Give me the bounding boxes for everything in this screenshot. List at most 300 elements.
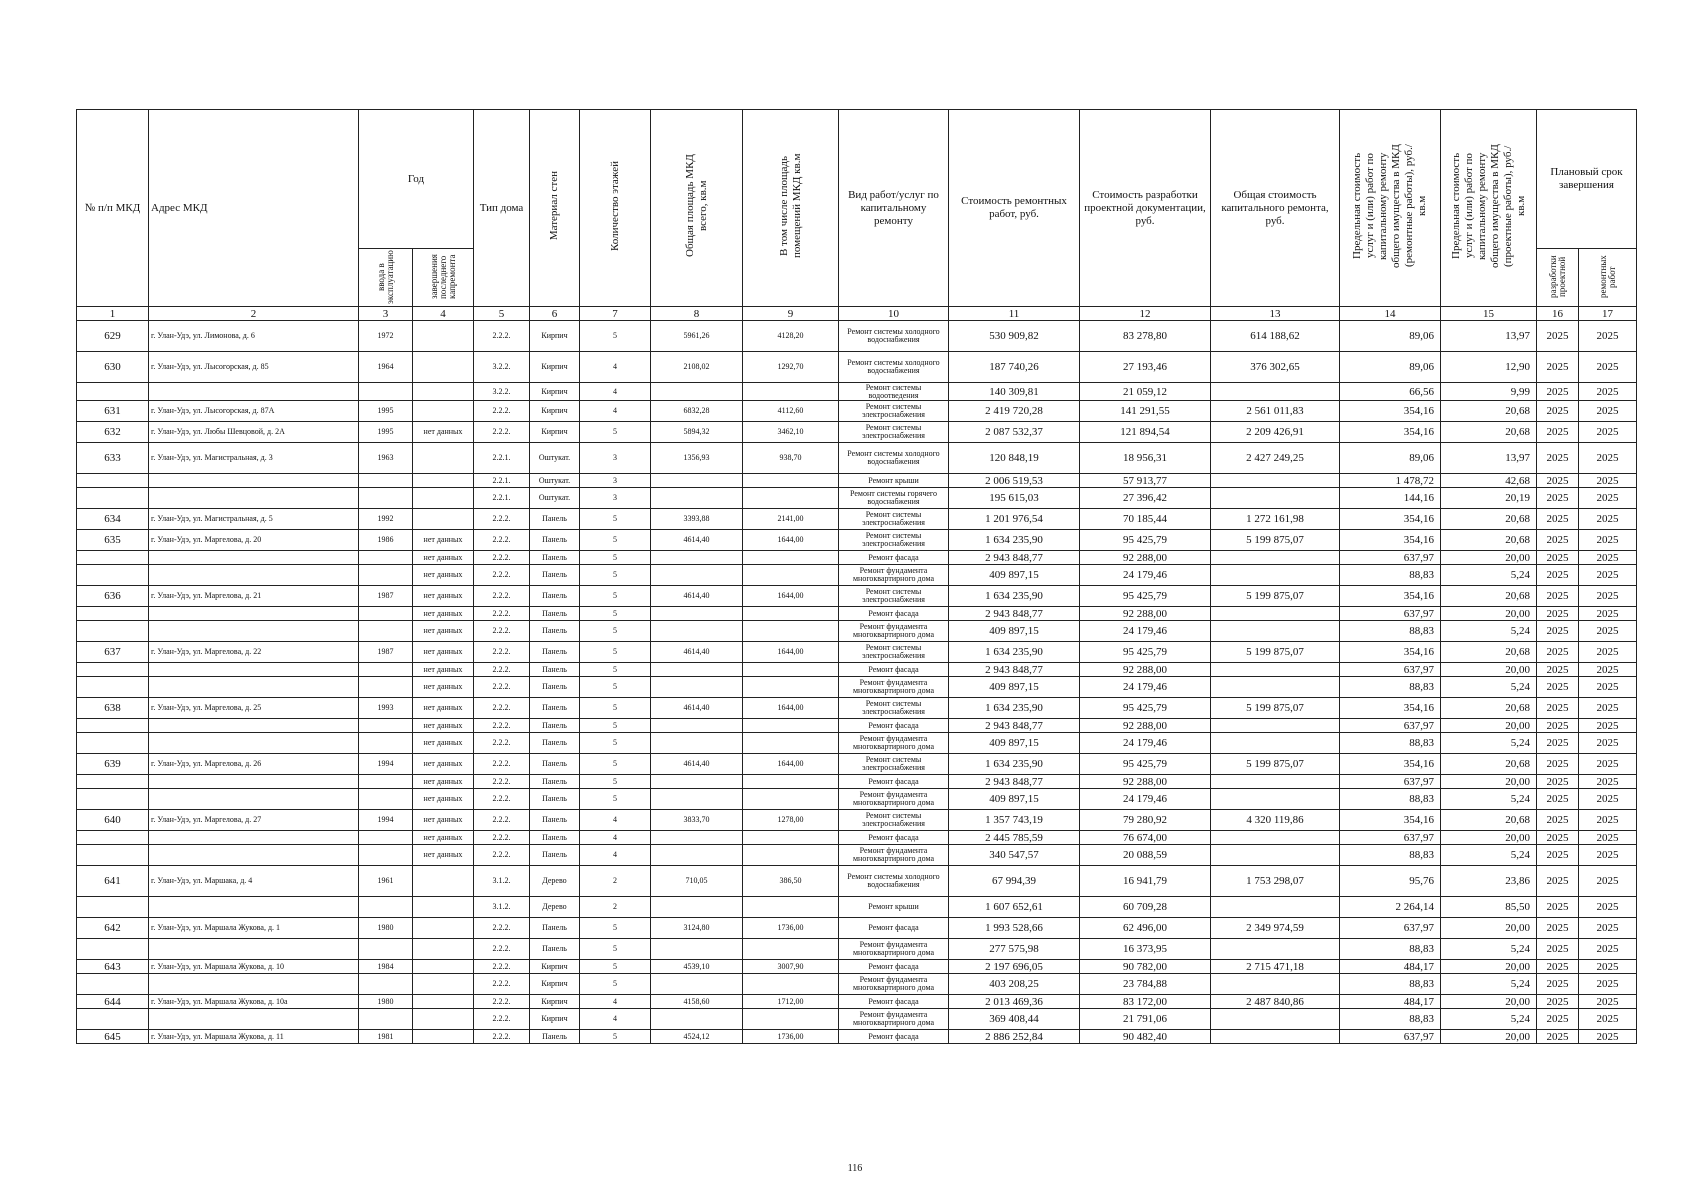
column-number: 11 (949, 307, 1080, 321)
header-number: № п/п МКД (77, 110, 149, 307)
premises-area-cell (743, 845, 839, 866)
repair-cost-cell: 120 848,19 (949, 443, 1080, 474)
premises-area-cell: 4112,60 (743, 401, 839, 422)
year-last-repair-cell: нет данных (413, 663, 474, 677)
repair-cost-cell: 277 575,98 (949, 939, 1080, 960)
limit-cost-design-cell: 20,68 (1441, 642, 1537, 663)
house-type-cell: 2.2.1. (474, 474, 530, 488)
term-repair-cell: 2025 (1579, 422, 1637, 443)
floors-cell: 5 (580, 530, 651, 551)
year-commissioning-cell (359, 551, 413, 565)
wall-material-cell: Кирпич (530, 960, 580, 974)
house-type-cell: 2.2.2. (474, 642, 530, 663)
address-cell: г. Улан-Удэ, ул. Маргелова, д. 26 (149, 754, 359, 775)
limit-cost-design-cell: 20,00 (1441, 960, 1537, 974)
limit-cost-design-cell: 20,68 (1441, 698, 1537, 719)
address-cell: г. Улан-Удэ, ул. Магистральная, д. 3 (149, 443, 359, 474)
term-design-cell: 2025 (1537, 1009, 1579, 1030)
row-number: 645 (77, 1030, 149, 1044)
term-design-cell: 2025 (1537, 565, 1579, 586)
year-last-repair-cell (413, 474, 474, 488)
total-cost-cell (1211, 474, 1340, 488)
wall-material-cell: Панель (530, 509, 580, 530)
total-cost-cell: 5 199 875,07 (1211, 586, 1340, 607)
row-number (77, 551, 149, 565)
year-commissioning-cell (359, 789, 413, 810)
term-repair-cell: 2025 (1579, 974, 1637, 995)
limit-cost-design-cell: 5,24 (1441, 974, 1537, 995)
year-last-repair-cell: нет данных (413, 810, 474, 831)
table-row (77, 866, 1637, 897)
term-design-cell: 2025 (1537, 995, 1579, 1009)
row-number: 634 (77, 509, 149, 530)
design-cost-cell: 70 185,44 (1080, 509, 1211, 530)
row-number (77, 474, 149, 488)
term-repair-cell: 2025 (1579, 530, 1637, 551)
limit-cost-design-cell: 20,68 (1441, 810, 1537, 831)
term-design-cell: 2025 (1537, 775, 1579, 789)
term-repair-cell: 2025 (1579, 677, 1637, 698)
premises-area-cell: 1644,00 (743, 530, 839, 551)
work-type-cell: Ремонт фундамента многоквартирного дома (839, 621, 949, 642)
limit-cost-design-cell: 20,00 (1441, 775, 1537, 789)
repair-cost-cell: 140 309,81 (949, 383, 1080, 401)
house-type-cell: 2.2.2. (474, 509, 530, 530)
column-number: 10 (839, 307, 949, 321)
work-type-cell: Ремонт системы электроснабжения (839, 586, 949, 607)
house-type-cell: 2.2.2. (474, 754, 530, 775)
limit-cost-design-cell: 13,97 (1441, 321, 1537, 352)
address-cell: г. Улан-Удэ, ул. Маргелова, д. 20 (149, 530, 359, 551)
limit-cost-repair-cell: 637,97 (1340, 1030, 1441, 1044)
premises-area-cell (743, 488, 839, 509)
total-cost-cell: 2 487 840,86 (1211, 995, 1340, 1009)
table-row (77, 918, 1637, 939)
house-type-cell: 2.2.2. (474, 719, 530, 733)
repair-cost-cell: 1 357 743,19 (949, 810, 1080, 831)
row-number (77, 663, 149, 677)
work-type-cell: Ремонт фундамента многоквартирного дома (839, 974, 949, 995)
house-type-cell: 2.2.2. (474, 422, 530, 443)
table-row (77, 321, 1637, 352)
header-house-type: Тип дома (474, 110, 530, 307)
header-year-last-repair-text: завершения последнего капремонта (428, 254, 457, 299)
address-cell: г. Улан-Удэ, ул. Маргелова, д. 21 (149, 586, 359, 607)
header-term-repair (1579, 249, 1637, 307)
address-cell (149, 939, 359, 960)
floors-cell: 5 (580, 960, 651, 974)
total-cost-cell (1211, 1009, 1340, 1030)
house-type-cell: 2.2.2. (474, 733, 530, 754)
term-repair-cell: 2025 (1579, 897, 1637, 918)
total-cost-cell: 4 320 119,86 (1211, 810, 1340, 831)
total-area-cell: 710,05 (651, 866, 743, 897)
year-last-repair-cell: нет данных (413, 677, 474, 698)
wall-material-cell: Кирпич (530, 995, 580, 1009)
limit-cost-repair-cell: 637,97 (1340, 831, 1441, 845)
year-last-repair-cell: нет данных (413, 831, 474, 845)
work-type-cell: Ремонт фасада (839, 607, 949, 621)
address-cell: г. Улан-Удэ, ул. Маршала Жукова, д. 1 (149, 918, 359, 939)
term-repair-cell: 2025 (1579, 383, 1637, 401)
work-type-cell: Ремонт крыши (839, 474, 949, 488)
total-cost-cell (1211, 897, 1340, 918)
design-cost-cell: 24 179,46 (1080, 677, 1211, 698)
total-cost-cell: 2 715 471,18 (1211, 960, 1340, 974)
table-row (77, 565, 1637, 586)
year-last-repair-cell (413, 995, 474, 1009)
total-area-cell (651, 733, 743, 754)
house-type-cell: 2.2.2. (474, 698, 530, 719)
address-cell (149, 677, 359, 698)
house-type-cell: 3.1.2. (474, 866, 530, 897)
row-number: 639 (77, 754, 149, 775)
design-cost-cell: 83 278,80 (1080, 321, 1211, 352)
total-cost-cell: 5 199 875,07 (1211, 698, 1340, 719)
year-last-repair-cell (413, 383, 474, 401)
term-design-cell: 2025 (1537, 810, 1579, 831)
term-design-cell: 2025 (1537, 960, 1579, 974)
header-premises-area-text: В том числе площадь помещений МКД кв.м (777, 153, 803, 259)
work-type-cell: Ремонт системы электроснабжения (839, 401, 949, 422)
premises-area-cell: 1736,00 (743, 918, 839, 939)
column-number: 14 (1340, 307, 1441, 321)
year-commissioning-cell: 1984 (359, 960, 413, 974)
limit-cost-design-cell: 9,99 (1441, 383, 1537, 401)
limit-cost-design-cell: 20,00 (1441, 1030, 1537, 1044)
row-number: 632 (77, 422, 149, 443)
term-repair-cell: 2025 (1579, 474, 1637, 488)
work-type-cell: Ремонт фундамента многоквартирного дома (839, 733, 949, 754)
limit-cost-repair-cell: 88,83 (1340, 565, 1441, 586)
table-row (77, 677, 1637, 698)
term-design-cell: 2025 (1537, 621, 1579, 642)
term-repair-cell: 2025 (1579, 754, 1637, 775)
year-commissioning-cell: 1994 (359, 810, 413, 831)
wall-material-cell: Оштукат. (530, 474, 580, 488)
design-cost-cell: 92 288,00 (1080, 551, 1211, 565)
address-cell (149, 383, 359, 401)
house-type-cell: 3.2.2. (474, 352, 530, 383)
repair-cost-cell: 530 909,82 (949, 321, 1080, 352)
total-area-cell (651, 488, 743, 509)
total-area-cell: 3124,80 (651, 918, 743, 939)
term-repair-cell: 2025 (1579, 845, 1637, 866)
limit-cost-design-cell: 42,68 (1441, 474, 1537, 488)
term-design-cell: 2025 (1537, 698, 1579, 719)
year-last-repair-cell: нет данных (413, 789, 474, 810)
limit-cost-repair-cell: 1 478,72 (1340, 474, 1441, 488)
limit-cost-repair-cell: 484,17 (1340, 995, 1441, 1009)
floors-cell: 5 (580, 698, 651, 719)
premises-area-cell: 1292,70 (743, 352, 839, 383)
repair-cost-cell: 1 634 235,90 (949, 530, 1080, 551)
premises-area-cell (743, 551, 839, 565)
repair-cost-cell: 1 634 235,90 (949, 698, 1080, 719)
term-design-cell: 2025 (1537, 663, 1579, 677)
total-area-cell: 4539,10 (651, 960, 743, 974)
wall-material-cell: Панель (530, 677, 580, 698)
year-last-repair-cell: нет данных (413, 845, 474, 866)
repair-cost-cell: 2 006 519,53 (949, 474, 1080, 488)
limit-cost-design-cell: 20,00 (1441, 918, 1537, 939)
row-number: 629 (77, 321, 149, 352)
work-type-cell: Ремонт фасада (839, 918, 949, 939)
row-number (77, 488, 149, 509)
table-row (77, 383, 1637, 401)
floors-cell: 5 (580, 422, 651, 443)
repair-cost-cell: 2 943 848,77 (949, 607, 1080, 621)
repair-cost-cell: 409 897,15 (949, 733, 1080, 754)
work-type-cell: Ремонт системы горячего водоснабжения (839, 488, 949, 509)
table-row (77, 474, 1637, 488)
row-number: 641 (77, 866, 149, 897)
floors-cell: 5 (580, 789, 651, 810)
floors-cell: 4 (580, 352, 651, 383)
row-number (77, 733, 149, 754)
limit-cost-repair-cell: 88,83 (1340, 1009, 1441, 1030)
limit-cost-repair-cell: 88,83 (1340, 939, 1441, 960)
floors-cell: 4 (580, 845, 651, 866)
house-type-cell: 2.2.2. (474, 960, 530, 974)
total-area-cell (651, 551, 743, 565)
term-design-cell: 2025 (1537, 845, 1579, 866)
total-area-cell: 4614,40 (651, 698, 743, 719)
repair-cost-cell: 2 087 532,37 (949, 422, 1080, 443)
address-cell (149, 719, 359, 733)
table-row (77, 422, 1637, 443)
repair-cost-cell: 2 943 848,77 (949, 551, 1080, 565)
header-year: Год (359, 110, 474, 249)
year-commissioning-cell (359, 845, 413, 866)
premises-area-cell (743, 677, 839, 698)
work-type-cell: Ремонт системы электроснабжения (839, 810, 949, 831)
design-cost-cell: 92 288,00 (1080, 775, 1211, 789)
address-cell (149, 621, 359, 642)
limit-cost-repair-cell: 637,97 (1340, 551, 1441, 565)
limit-cost-design-cell: 5,24 (1441, 939, 1537, 960)
wall-material-cell: Панель (530, 530, 580, 551)
premises-area-cell: 2141,00 (743, 509, 839, 530)
table-row (77, 1030, 1637, 1044)
premises-area-cell (743, 897, 839, 918)
term-repair-cell: 2025 (1579, 488, 1637, 509)
table-row (77, 1009, 1637, 1030)
term-design-cell: 2025 (1537, 719, 1579, 733)
row-number: 643 (77, 960, 149, 974)
wall-material-cell: Панель (530, 845, 580, 866)
repair-cost-cell: 1 201 976,54 (949, 509, 1080, 530)
header-floors (580, 110, 651, 307)
address-cell (149, 663, 359, 677)
floors-cell: 5 (580, 321, 651, 352)
design-cost-cell: 23 784,88 (1080, 974, 1211, 995)
capital-repair-table (76, 109, 1637, 1044)
year-commissioning-cell (359, 488, 413, 509)
wall-material-cell: Панель (530, 789, 580, 810)
total-cost-cell: 5 199 875,07 (1211, 642, 1340, 663)
column-number: 7 (580, 307, 651, 321)
repair-cost-cell: 187 740,26 (949, 352, 1080, 383)
wall-material-cell: Панель (530, 698, 580, 719)
column-number: 3 (359, 307, 413, 321)
work-type-cell: Ремонт системы водоотведения (839, 383, 949, 401)
term-design-cell: 2025 (1537, 677, 1579, 698)
floors-cell: 4 (580, 831, 651, 845)
limit-cost-repair-cell: 637,97 (1340, 663, 1441, 677)
premises-area-cell: 1644,00 (743, 754, 839, 775)
year-last-repair-cell: нет данных (413, 733, 474, 754)
term-repair-cell: 2025 (1579, 401, 1637, 422)
total-area-cell: 1356,93 (651, 443, 743, 474)
limit-cost-design-cell: 20,00 (1441, 551, 1537, 565)
design-cost-cell: 95 425,79 (1080, 698, 1211, 719)
floors-cell: 5 (580, 754, 651, 775)
work-type-cell: Ремонт системы холодного водоснабжения (839, 866, 949, 897)
design-cost-cell: 24 179,46 (1080, 789, 1211, 810)
floors-cell: 2 (580, 897, 651, 918)
limit-cost-repair-cell: 354,16 (1340, 401, 1441, 422)
repair-cost-cell: 1 993 528,66 (949, 918, 1080, 939)
limit-cost-design-cell: 5,24 (1441, 1009, 1537, 1030)
limit-cost-repair-cell: 354,16 (1340, 698, 1441, 719)
row-number (77, 897, 149, 918)
design-cost-cell: 62 496,00 (1080, 918, 1211, 939)
limit-cost-repair-cell: 88,83 (1340, 621, 1441, 642)
total-cost-cell (1211, 974, 1340, 995)
total-cost-cell (1211, 719, 1340, 733)
term-design-cell: 2025 (1537, 866, 1579, 897)
header-total-cost: Общая стоимость капитального ремонта, руб. (1211, 110, 1340, 307)
house-type-cell: 2.2.2. (474, 621, 530, 642)
term-repair-cell: 2025 (1579, 831, 1637, 845)
limit-cost-repair-cell: 354,16 (1340, 810, 1441, 831)
year-last-repair-cell: нет данных (413, 565, 474, 586)
limit-cost-repair-cell: 88,83 (1340, 733, 1441, 754)
year-commissioning-cell: 1981 (359, 1030, 413, 1044)
floors-cell: 4 (580, 810, 651, 831)
table-row (77, 845, 1637, 866)
total-area-cell (651, 974, 743, 995)
year-commissioning-cell: 1987 (359, 642, 413, 663)
year-last-repair-cell: нет данных (413, 754, 474, 775)
term-design-cell: 2025 (1537, 586, 1579, 607)
header-year-last-repair (413, 249, 474, 307)
address-cell (149, 1009, 359, 1030)
repair-cost-cell: 2 013 469,36 (949, 995, 1080, 1009)
work-type-cell: Ремонт фасада (839, 663, 949, 677)
floors-cell: 4 (580, 401, 651, 422)
house-type-cell: 2.2.2. (474, 586, 530, 607)
total-area-cell: 2108,02 (651, 352, 743, 383)
year-commissioning-cell (359, 1009, 413, 1030)
column-number: 13 (1211, 307, 1340, 321)
premises-area-cell: 1644,00 (743, 698, 839, 719)
total-area-cell: 4524,12 (651, 1030, 743, 1044)
limit-cost-repair-cell: 95,76 (1340, 866, 1441, 897)
house-type-cell: 3.2.2. (474, 383, 530, 401)
total-area-cell: 4158,60 (651, 995, 743, 1009)
limit-cost-design-cell: 5,24 (1441, 565, 1537, 586)
total-cost-cell: 2 427 249,25 (1211, 443, 1340, 474)
limit-cost-design-cell: 20,68 (1441, 586, 1537, 607)
wall-material-cell: Панель (530, 1030, 580, 1044)
address-cell (149, 488, 359, 509)
header-limit-cost-repair (1340, 110, 1441, 307)
premises-area-cell (743, 621, 839, 642)
table-row (77, 621, 1637, 642)
total-area-cell (651, 621, 743, 642)
term-design-cell: 2025 (1537, 530, 1579, 551)
year-last-repair-cell: нет данных (413, 530, 474, 551)
house-type-cell: 2.2.2. (474, 530, 530, 551)
limit-cost-repair-cell: 637,97 (1340, 775, 1441, 789)
address-cell: г. Улан-Удэ, ул. Маршала Жукова, д. 10а (149, 995, 359, 1009)
year-commissioning-cell: 1987 (359, 586, 413, 607)
repair-cost-cell: 2 943 848,77 (949, 663, 1080, 677)
work-type-cell: Ремонт системы электроснабжения (839, 754, 949, 775)
limit-cost-design-cell: 20,00 (1441, 607, 1537, 621)
work-type-cell: Ремонт фундамента многоквартирного дома (839, 789, 949, 810)
floors-cell: 5 (580, 719, 651, 733)
work-type-cell: Ремонт системы холодного водоснабжения (839, 352, 949, 383)
total-area-cell: 4614,40 (651, 530, 743, 551)
year-commissioning-cell (359, 897, 413, 918)
term-repair-cell: 2025 (1579, 642, 1637, 663)
term-repair-cell: 2025 (1579, 509, 1637, 530)
row-number: 631 (77, 401, 149, 422)
row-number (77, 383, 149, 401)
total-cost-cell (1211, 831, 1340, 845)
repair-cost-cell: 1 634 235,90 (949, 642, 1080, 663)
table-row (77, 810, 1637, 831)
design-cost-cell: 24 179,46 (1080, 733, 1211, 754)
limit-cost-design-cell: 20,68 (1441, 422, 1537, 443)
work-type-cell: Ремонт фундамента многоквартирного дома (839, 677, 949, 698)
design-cost-cell: 27 193,46 (1080, 352, 1211, 383)
year-commissioning-cell (359, 383, 413, 401)
year-commissioning-cell: 1963 (359, 443, 413, 474)
design-cost-cell: 18 956,31 (1080, 443, 1211, 474)
total-area-cell (651, 474, 743, 488)
term-repair-cell: 2025 (1579, 719, 1637, 733)
year-commissioning-cell: 1986 (359, 530, 413, 551)
floors-cell: 2 (580, 866, 651, 897)
work-type-cell: Ремонт фасада (839, 719, 949, 733)
limit-cost-repair-cell: 66,56 (1340, 383, 1441, 401)
limit-cost-design-cell: 20,00 (1441, 995, 1537, 1009)
total-cost-cell (1211, 663, 1340, 677)
total-cost-cell (1211, 488, 1340, 509)
total-cost-cell: 614 188,62 (1211, 321, 1340, 352)
address-cell: г. Улан-Удэ, ул. Маргелова, д. 27 (149, 810, 359, 831)
term-repair-cell: 2025 (1579, 789, 1637, 810)
total-area-cell: 4614,40 (651, 754, 743, 775)
work-type-cell: Ремонт системы электроснабжения (839, 698, 949, 719)
wall-material-cell: Панель (530, 565, 580, 586)
table-row (77, 509, 1637, 530)
limit-cost-repair-cell: 144,16 (1340, 488, 1441, 509)
header-term-repair-text: ремонтных работ (1597, 255, 1617, 298)
design-cost-cell: 16 941,79 (1080, 866, 1211, 897)
wall-material-cell: Панель (530, 754, 580, 775)
address-cell (149, 789, 359, 810)
wall-material-cell: Панель (530, 719, 580, 733)
limit-cost-design-cell: 12,90 (1441, 352, 1537, 383)
year-last-repair-cell (413, 918, 474, 939)
limit-cost-design-cell: 20,00 (1441, 831, 1537, 845)
address-cell: г. Улан-Удэ, ул. Маргелова, д. 22 (149, 642, 359, 663)
